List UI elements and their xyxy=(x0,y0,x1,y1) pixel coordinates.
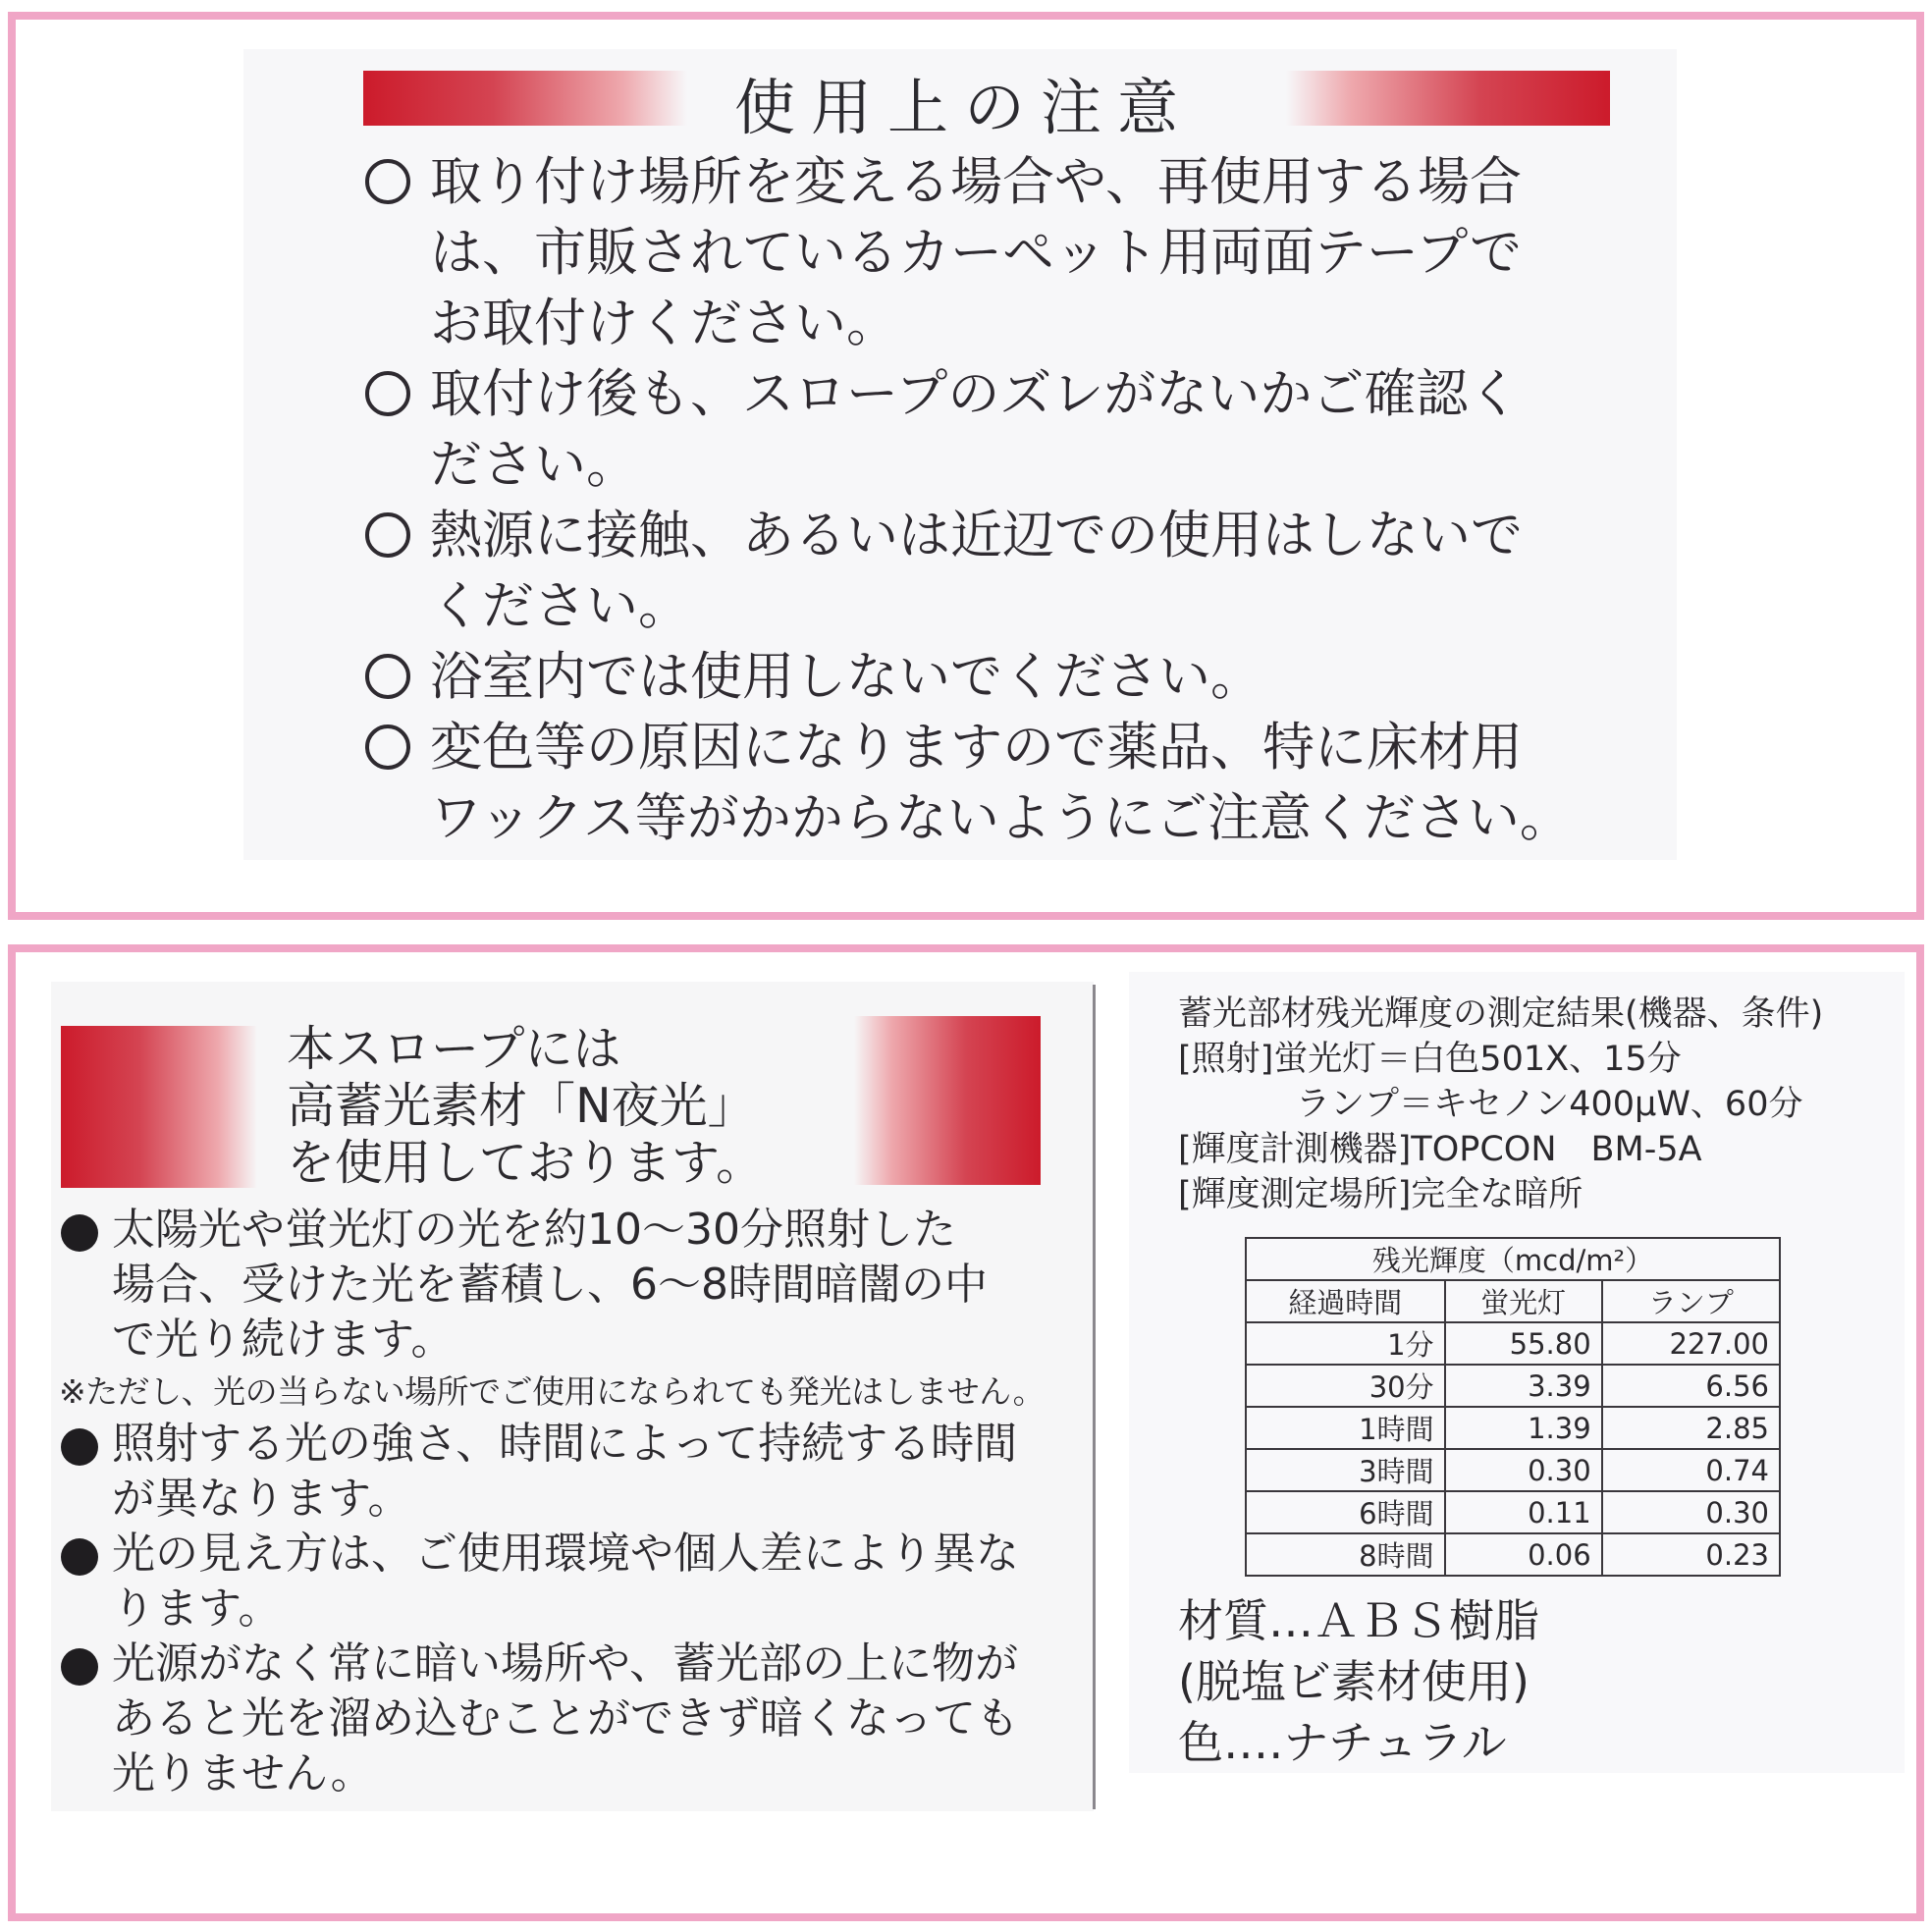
table-cell: 0.30 xyxy=(1445,1449,1602,1491)
heading-left-red-bar xyxy=(363,71,687,126)
location-line: [輝度測定場所]完全な暗所 xyxy=(1178,1175,1583,1214)
bullet-line: 場合、受けた光を蓄積し、6～8時間暗闇の中 xyxy=(112,1260,988,1310)
caution-line: ワックス等がかからないようにご注意ください。 xyxy=(430,788,1572,848)
column-header: ランプ xyxy=(1602,1280,1780,1322)
measurement-title: 蓄光部材残光輝度の測定結果(機器、条件) xyxy=(1178,994,1824,1034)
bullet-line: が異なります。 xyxy=(112,1474,411,1524)
table-cell: 0.74 xyxy=(1602,1449,1780,1491)
luminance-table xyxy=(1245,1237,1781,1577)
bullet-line: 光りません。 xyxy=(112,1748,374,1798)
caution-line: お取付けください。 xyxy=(430,294,898,353)
column-header: 経過時間 xyxy=(1246,1280,1445,1322)
caution-item xyxy=(361,147,1637,359)
table-row xyxy=(1246,1533,1780,1576)
bullet-item xyxy=(59,1527,1046,1637)
bullet-line: 光源がなく常に暗い場所や、蓄光部の上に物が xyxy=(112,1638,1019,1689)
table-cell: 8時間 xyxy=(1246,1533,1445,1576)
table-cell: 0.06 xyxy=(1445,1533,1602,1576)
circle-outline-icon xyxy=(365,512,410,558)
bullet-line: ります。 xyxy=(112,1583,282,1634)
bullet-line: あると光を溜め込むことができず暗くなっても xyxy=(112,1693,1019,1744)
bullet-line: 太陽光や蛍光灯の光を約10～30分照射した xyxy=(112,1205,956,1255)
bullet-item xyxy=(59,1637,1046,1801)
caution-line: 取付け後も、スロープのズレがないかご確認く xyxy=(430,364,1521,424)
caution-line: ください。 xyxy=(430,576,690,636)
caution-item xyxy=(361,713,1637,854)
material-line: (脱塩ビ素材使用) xyxy=(1178,1655,1530,1708)
table-cell: 1分 xyxy=(1246,1322,1445,1365)
circle-outline-icon xyxy=(365,159,410,204)
luminous-intro xyxy=(287,1021,836,1192)
table-cell: 0.30 xyxy=(1602,1491,1780,1533)
caution-line: は、市販されているカーペット用両面テープで xyxy=(430,223,1522,283)
irradiation-line: [照射]蛍光灯＝白色501X、15分 xyxy=(1178,1040,1682,1079)
table-cell: 227.00 xyxy=(1602,1322,1780,1365)
caution-line: 浴室内では使用しないでください。 xyxy=(430,647,1262,707)
instrument-line: [輝度計測機器]TOPCON BM-5A xyxy=(1178,1130,1702,1169)
bullet-item xyxy=(59,1203,1046,1368)
column-header: 蛍光灯 xyxy=(1445,1280,1602,1322)
luminance-table-body xyxy=(1246,1322,1780,1576)
bullet-line: 光の見え方は、ご使用環境や個人差により異な xyxy=(112,1529,1019,1579)
table-row xyxy=(1246,1322,1780,1365)
table-cell: 6時間 xyxy=(1246,1491,1445,1533)
table-row xyxy=(1246,1449,1780,1491)
filled-circle-icon xyxy=(61,1648,98,1686)
table-row xyxy=(1246,1407,1780,1449)
material-line: 色‥‥ナチュラル xyxy=(1178,1716,1507,1769)
intro-line: 本スロープには xyxy=(287,1021,621,1077)
table-cell: 3.39 xyxy=(1445,1365,1602,1407)
panel-divider xyxy=(1093,985,1096,1809)
measurement-conditions xyxy=(1178,992,1885,1217)
bullet-line: 照射する光の強さ、時間によって持続する時間 xyxy=(112,1419,1018,1469)
table-row xyxy=(1246,1365,1780,1407)
luminous-bullet-list xyxy=(59,1203,1046,1801)
filled-circle-icon xyxy=(61,1428,98,1466)
caution-line: ださい。 xyxy=(430,435,638,495)
table-cell: 1.39 xyxy=(1445,1407,1602,1449)
caution-line: 熱源に接触、あるいは近辺での使用はしないで xyxy=(430,506,1523,565)
heading-right-red-bar xyxy=(1286,71,1610,126)
caution-line: 変色等の原因になりますので薬品、特に床材用 xyxy=(430,718,1523,778)
irradiation-line: ランプ＝キセノン400μW、60分 xyxy=(1296,1085,1803,1124)
caution-item xyxy=(361,501,1637,642)
circle-outline-icon xyxy=(365,654,410,699)
circle-outline-icon xyxy=(365,371,410,416)
table-cell: 1時間 xyxy=(1246,1407,1445,1449)
caution-list xyxy=(361,147,1637,854)
intro-line: 高蓄光素材「N夜光」 xyxy=(287,1078,756,1134)
table-cell: 2.85 xyxy=(1602,1407,1780,1449)
caution-item xyxy=(361,642,1637,713)
table-cell: 0.23 xyxy=(1602,1533,1780,1576)
intro-line: を使用しております。 xyxy=(287,1135,765,1191)
table-cell: 6.56 xyxy=(1602,1365,1780,1407)
intro-right-red-block xyxy=(854,1016,1041,1185)
filled-circle-icon xyxy=(61,1214,98,1252)
table-cell: 0.11 xyxy=(1445,1491,1602,1533)
circle-outline-icon xyxy=(365,724,410,770)
filled-circle-icon xyxy=(61,1538,98,1576)
caution-item xyxy=(361,359,1637,501)
material-info xyxy=(1178,1590,1885,1773)
bullet-item xyxy=(59,1417,1046,1527)
caution-line: 取り付け場所を変える場合や、再使用する場合 xyxy=(430,152,1522,212)
table-cell: 55.80 xyxy=(1445,1322,1602,1365)
luminous-note: ※ただし、光の当らない場所でご使用になられても発光はしません。 xyxy=(59,1372,1046,1411)
table-cell: 30分 xyxy=(1246,1365,1445,1407)
table-caption: 残光輝度（mcd/m²） xyxy=(1246,1238,1780,1280)
table-cell: 3時間 xyxy=(1246,1449,1445,1491)
intro-left-red-block xyxy=(61,1026,257,1188)
material-line: 材質…ＡＢＳ樹脂 xyxy=(1178,1594,1539,1647)
caution-heading: 使用上の注意 xyxy=(734,72,1195,143)
bullet-line: で光り続けます。 xyxy=(112,1315,455,1365)
table-row xyxy=(1246,1491,1780,1533)
